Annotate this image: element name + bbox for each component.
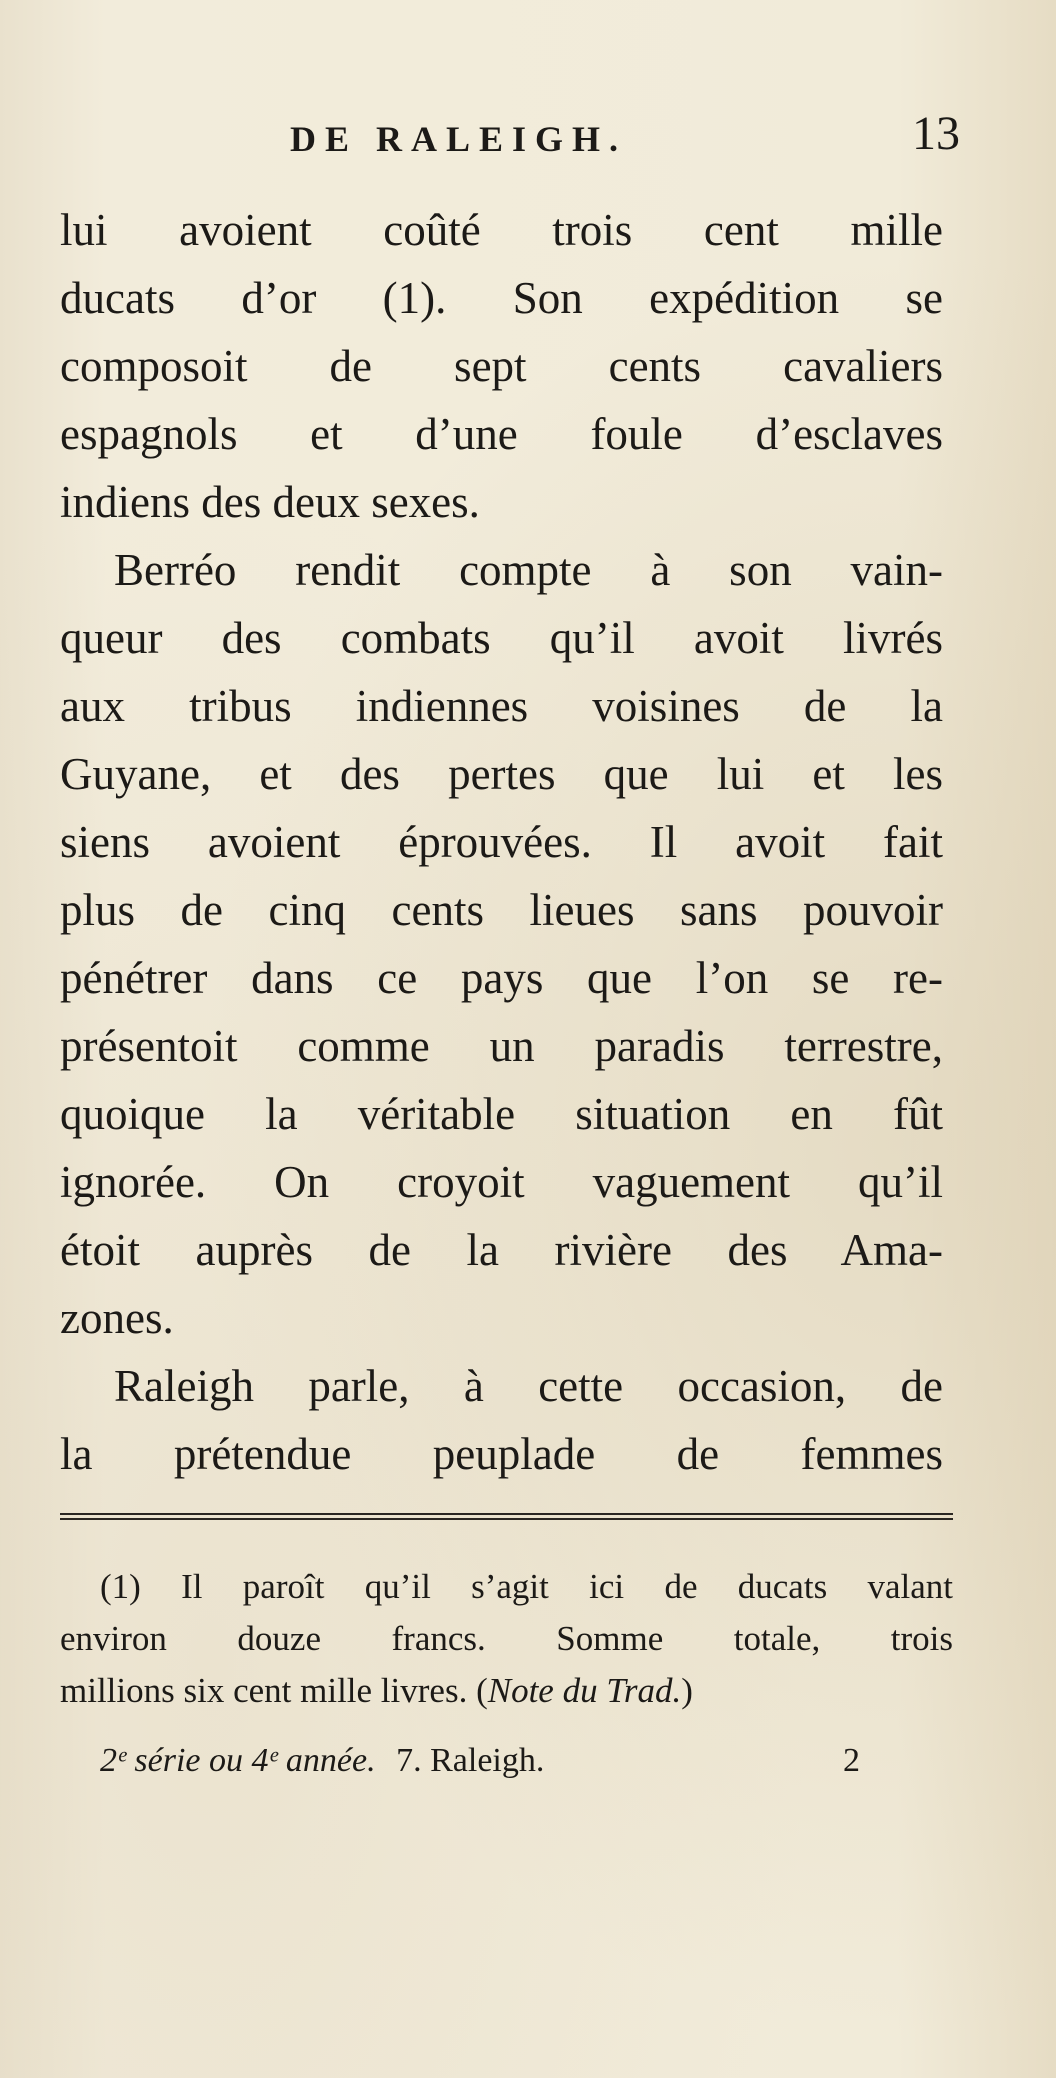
footnote-close-paren: ) — [681, 1671, 693, 1710]
footnote-rule — [60, 1513, 953, 1520]
text-line: quoique la véritable situation en fût — [60, 1089, 943, 1139]
text-line: indiens des deux sexes. — [60, 477, 480, 527]
footnote-text: millions six cent mille livres. ( — [60, 1671, 488, 1710]
footnote — [60, 1561, 953, 1717]
translator-note-label: Note du Trad. — [487, 1671, 682, 1710]
running-title: DE RALEIGH. — [290, 119, 628, 159]
text-line: Guyane, et des pertes que lui et les — [60, 749, 943, 799]
signature-series: 2ᵉ série ou 4ᵉ année. — [100, 1742, 376, 1779]
page-number: 13 — [912, 107, 960, 160]
page-header — [60, 107, 960, 172]
text-line: présentoit comme un paradis terrestre, — [60, 1021, 943, 1071]
text-line: étoit auprès de la rivière des Ama- — [60, 1225, 943, 1275]
text-line: lui avoient coûté trois cent mille — [60, 205, 943, 255]
text-line: Berréo rendit compte à son vain- — [114, 545, 943, 595]
text-line: la prétendue peuplade de femmes — [60, 1429, 943, 1479]
text-line: espagnols et d’une foule d’esclaves — [60, 409, 943, 459]
text-line: zones. — [60, 1293, 174, 1343]
footnote-line: environ douze francs. Somme totale, trois — [60, 1619, 953, 1658]
footnote-line: (1) Il paroît qu’il s’agit ici de ducats valant — [100, 1567, 953, 1606]
signature-title: 7. Raleigh. — [396, 1742, 545, 1779]
text-line: Raleigh parle, à cette occasion, de — [114, 1361, 943, 1411]
footnote-line — [60, 1665, 953, 1717]
body-text — [60, 196, 943, 1488]
text-line: pénétrer dans ce pays que l’on se re- — [60, 953, 943, 1003]
text-line: ignorée. On croyoit vaguement qu’il — [60, 1157, 943, 1207]
text-line: plus de cinq cents lieues sans pouvoir — [60, 885, 943, 935]
text-line: composoit de sept cents cavaliers — [60, 341, 943, 391]
text-line: siens avoient éprouvées. Il avoit fait — [60, 817, 943, 867]
signature-sheet-number: 2 — [843, 1742, 860, 1779]
text-line: ducats d’or (1). Son expédition se — [60, 273, 943, 323]
printer-signature — [100, 1742, 860, 1780]
text-line: queur des combats qu’il avoit livrés — [60, 613, 943, 663]
text-line: aux tribus indiennes voisines de la — [60, 681, 943, 731]
